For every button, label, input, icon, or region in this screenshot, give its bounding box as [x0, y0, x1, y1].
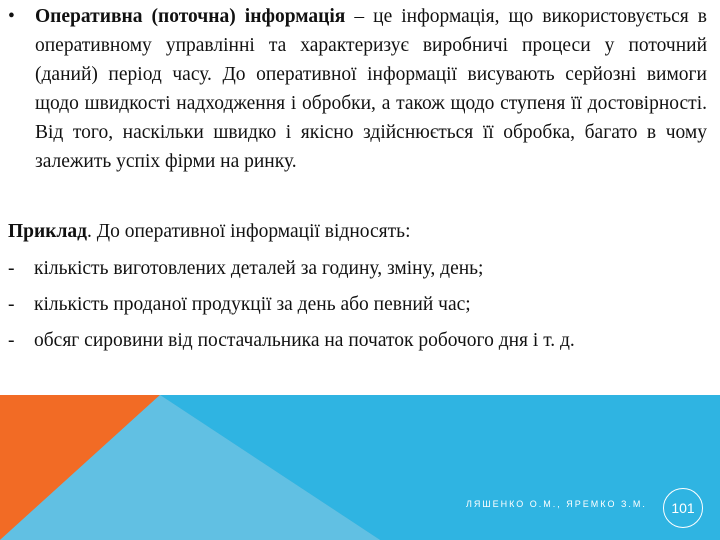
author-credit: ЛЯШЕНКО О.М., ЯРЕМКО З.М.: [466, 499, 647, 509]
example-label: Приклад: [8, 221, 88, 242]
decorative-footer: [0, 395, 720, 540]
footer-triangles: [0, 395, 720, 540]
bullet-marker: •: [8, 6, 15, 27]
list-item: [8, 254, 483, 283]
page-number-badge: 101: [663, 488, 703, 528]
term-heading: Оперативна (поточна) інформація: [35, 6, 346, 27]
example-text: . До оперативної інформації відносять:: [87, 221, 411, 242]
dash-marker: -: [8, 330, 15, 351]
dash-marker: -: [8, 294, 15, 315]
list-item-text: кількість проданої продукції за день або певний час;: [34, 294, 471, 315]
list-item-text: обсяг сировини від постачальника на початок робочого дня і т. д.: [34, 330, 575, 351]
list-item: [8, 290, 471, 319]
term-definition: – це інформація, що використовується в оперативному управлінні та характеризує виробничі процеси у поточний (даний) період часу. До оперативної інформації висувають серйозні вимоги щодо швидкості надходження і обробки, а також щодо ступеня її достовірності. Від того, наскільки швидко і якісно здійснюється її обробка, багато в чому залежить успіх фірми на ринку.: [35, 6, 707, 172]
list-item: [8, 326, 575, 355]
intro-paragraph: [8, 2, 707, 176]
example-line: [8, 217, 410, 246]
list-item-text: кількість виготовлених деталей за годину, зміну, день;: [34, 258, 484, 279]
dash-marker: -: [8, 258, 15, 279]
